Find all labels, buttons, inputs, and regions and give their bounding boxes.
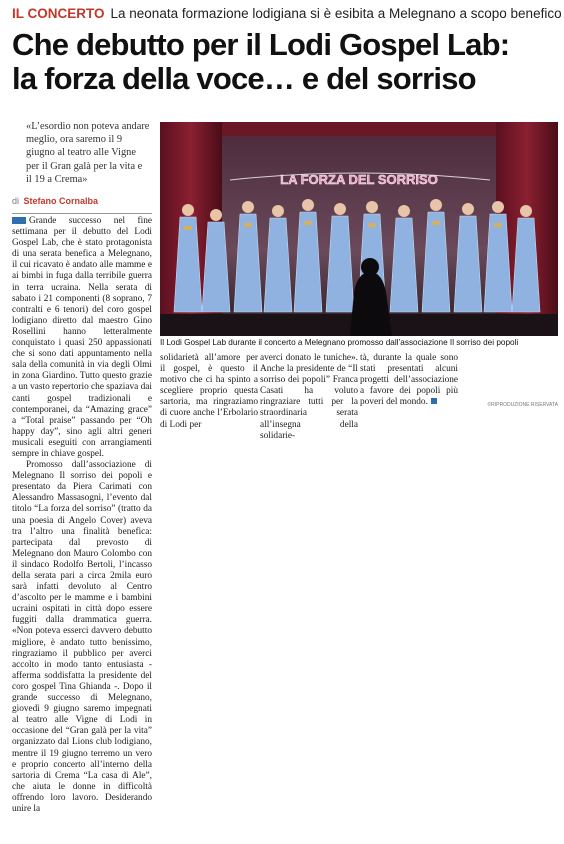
banner-text: LA FORZA DEL SORRISO	[280, 172, 438, 187]
headline-line-2: la forza della voce… e del sorriso	[12, 61, 476, 96]
headline	[12, 28, 560, 96]
byline	[12, 196, 152, 206]
kicker-line	[12, 6, 562, 21]
headline-line-1: Che debutto per il Lodi Gospel Lab:	[12, 27, 510, 62]
section-tag: IL CONCERTO	[12, 6, 105, 21]
article-paragraph-2: Promosso dall’associazione di Melegnano Il sorriso dei popoli e presentato da Piera Carimati con Alessandro Massasogni, l’evento dal titolo “La forza del sorriso” (tratto da una poesia di Angelo Cover) aveva tra l’altro una finalità benefica: partecipata dal prevosto di Melegnano don Mauro Colombo con il sindaco Rodolfo Bertoli, l’incasso della serata pari a circa 2mila euro sarà infatti devoluto al Centro d’ascolto per le mamme e i bambini ucraini ospitati in città dopo essere fuggiti dalla drammatica guerra. «Non poteva esserci davvero debutto migliore, è andato tutto benissimo, ringraziamo il pubblico per averci accolto in modo tanto entusiasta - afferma soddisfatta la presidente del coro gospel Tina Ghianda -. Dopo il grande successo di Melegnano, giovedì 9 giugno saremo impegnati al teatro alle Vigne di Lodi in occasione del “Gran galà per la vita” organizzato dal Lions club lodigiano, mentre il 19 giugno terremo un vero e proprio concerto all’interno della sartoria di Crema “La casa di Ale”, che aiuta le donne in difficoltà offrendo loro lavoro. Desiderando unire la	[12, 460, 152, 814]
copyright-credit: ©RIPRODUZIONE RISERVATA	[487, 402, 558, 408]
article-column-1	[12, 213, 152, 842]
paragraph-marker	[12, 217, 26, 224]
byline-author: Stefano Cornalba	[23, 196, 99, 206]
article-column-2: solidarietà all’amore per il gospel, è questo il motivo che ci ha spinto a scegliere proprio questa sartoria, ma ringraziamo di cuore anche l’Erbolario di Lodi per	[160, 353, 258, 430]
choir-illustration	[160, 122, 558, 336]
conductor-head	[361, 258, 379, 276]
article-column-4: tà, durante la quale sono stati presentati alcuni progetti dell’associazione a favore dei popoli più poveri del mondo.	[360, 353, 458, 408]
concert-photo	[160, 122, 558, 336]
article-paragraph-1: Grande successo nel fine settimana per il debutto del Lodi Gospel Lab, che è stato protagonista di una serata benefica a Melegnano, il cui ricavato è andato alle mamme e ai bimbi in fuga dalla terribile guerra in terra ucraina. Nella serata di sabato i 21 componenti (8 soprano, 7 contralti e 6 tenori) del coro gospel lodigiano diretto dal maestro Gino Rosellini hanno letteralmente conquistato i quasi 250 appassionati che si sono dati appuntamento nella sala della comunità in via degli Olmi in zona Giardino. Tutto questo grazie a un vasto repertorio che spaziava dai canti gospel tradizionali e contemporanei, da “Amazing grace” a “Total praise” passando per “Oh happy day”, sino agli altri generi musicali eseguiti con arrangiamenti sempre in chiave gospel.	[12, 216, 152, 459]
article-column-3: averci donato le tuniche». Anche la presidente de “Il sorriso dei popoli” Franca Casati ha voluto ringraziare tutti per la straordinaria serata all’insegna della solidarie-	[260, 353, 358, 441]
end-marker	[431, 398, 437, 404]
pull-quote: «L’esordio non poteva andare meglio, ora saremo il 9 giugno al teatro alle Vigne per il Gran galà per la vita e il 19 a Crema»	[26, 121, 150, 185]
kicker-subtitle: La neonata formazione lodigiana si è esibita a Melegnano a scopo benefico	[110, 6, 562, 21]
byline-prefix: di	[12, 196, 20, 206]
photo-caption: Il Lodi Gospel Lab durante il concerto a Melegnano promosso dall’associazione Il sorriso dei popoli	[160, 338, 519, 347]
